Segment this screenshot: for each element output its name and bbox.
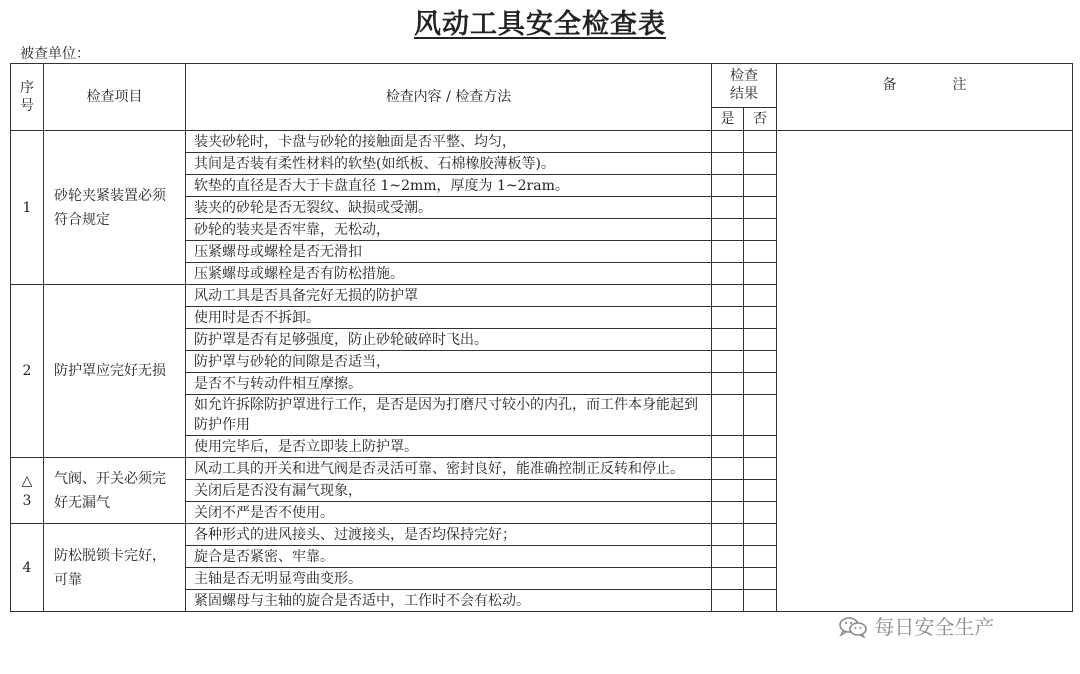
check-content-cell: 使用时是否不拆卸。: [186, 307, 712, 329]
result-no-cell[interactable]: [744, 307, 777, 329]
result-no-cell[interactable]: [744, 480, 777, 502]
result-yes-cell[interactable]: [712, 458, 744, 480]
wechat-icon: [838, 616, 868, 638]
check-content-cell: 是否不与转动件相互摩擦。: [186, 373, 712, 395]
result-no-cell[interactable]: [744, 546, 777, 568]
result-no-cell[interactable]: [744, 395, 777, 436]
check-content-cell: 防护罩与砂轮的间隙是否适当，: [186, 351, 712, 373]
result-no-cell[interactable]: [744, 219, 777, 241]
check-content-cell: 风动工具的开关和进气阀是否灵活可靠、密封良好，能准确控制正反转和停止。: [186, 458, 712, 480]
check-item-cell: 气阀、开关必须完好无漏气: [44, 458, 186, 524]
header-seq: 序 号: [11, 64, 44, 131]
watermark: [838, 611, 994, 640]
result-yes-cell[interactable]: [712, 241, 744, 263]
result-yes-cell[interactable]: [712, 436, 744, 458]
check-content-cell: 如允许拆除防护罩进行工作，是否是因为打磨尺寸较小的内孔，而工件本身能起到防护作用: [186, 395, 712, 436]
check-content-cell: 关闭不严是否不使用。: [186, 502, 712, 524]
result-no-cell[interactable]: [744, 175, 777, 197]
seq-cell: 2: [11, 285, 44, 458]
result-yes-cell[interactable]: [712, 197, 744, 219]
table-row: [11, 131, 1073, 153]
result-no-cell[interactable]: [744, 263, 777, 285]
result-yes-cell[interactable]: [712, 131, 744, 153]
check-content-cell: 砂轮的装夹是否牢靠，无松动，: [186, 219, 712, 241]
result-no-cell[interactable]: [744, 458, 777, 480]
result-no-cell[interactable]: [744, 131, 777, 153]
result-no-cell[interactable]: [744, 590, 777, 612]
result-no-cell[interactable]: [744, 197, 777, 219]
result-yes-cell[interactable]: [712, 524, 744, 546]
check-content-cell: 装夹的砂轮是否无裂纹、缺损或受潮。: [186, 197, 712, 219]
result-no-cell[interactable]: [744, 329, 777, 351]
check-content-cell: 关闭后是否没有漏气现象，: [186, 480, 712, 502]
result-yes-cell[interactable]: [712, 502, 744, 524]
result-no-cell[interactable]: [744, 373, 777, 395]
result-yes-cell[interactable]: [712, 219, 744, 241]
watermark-text: 每日安全生产: [874, 615, 995, 639]
result-yes-cell[interactable]: [712, 329, 744, 351]
result-no-cell[interactable]: [744, 241, 777, 263]
result-yes-cell[interactable]: [712, 480, 744, 502]
result-yes-cell[interactable]: [712, 285, 744, 307]
check-content-cell: 其间是否装有柔性材料的软垫(如纸板、石棉橡胶薄板等)。: [186, 153, 712, 175]
header-notes: 备 注: [777, 64, 1073, 131]
check-item-cell: 防护罩应完好无损: [44, 285, 186, 458]
notes-cell[interactable]: [777, 131, 1073, 612]
check-content-cell: 风动工具是否具备完好无损的防护罩: [186, 285, 712, 307]
result-no-cell[interactable]: [744, 568, 777, 590]
result-no-cell[interactable]: [744, 502, 777, 524]
seq-cell: △ 3: [11, 458, 44, 524]
check-content-cell: 各种形式的进风接头、过渡接头，是否均保持完好；: [186, 524, 712, 546]
result-no-cell[interactable]: [744, 524, 777, 546]
header-content: 检查内容 / 检查方法: [186, 64, 712, 131]
result-no-cell[interactable]: [744, 285, 777, 307]
header-row: [11, 64, 1073, 108]
result-yes-cell[interactable]: [712, 175, 744, 197]
result-yes-cell[interactable]: [712, 263, 744, 285]
check-item-cell: 砂轮夹紧装置必须符合规定: [44, 131, 186, 285]
check-content-cell: 防护罩是否有足够强度，防止砂轮破碎时飞出。: [186, 329, 712, 351]
result-no-cell[interactable]: [744, 153, 777, 175]
check-content-cell: 旋合是否紧密、牢靠。: [186, 546, 712, 568]
result-yes-cell[interactable]: [712, 590, 744, 612]
check-content-cell: 压紧螺母或螺栓是否有防松措施。: [186, 263, 712, 285]
check-content-cell: 装夹砂轮时，卡盘与砂轮的接触面是否平整、均匀，: [186, 131, 712, 153]
page-title: 风动工具安全检查表: [414, 9, 666, 40]
result-no-cell[interactable]: [744, 351, 777, 373]
result-yes-cell[interactable]: [712, 395, 744, 436]
check-content-cell: 使用完毕后，是否立即装上防护罩。: [186, 436, 712, 458]
check-item-cell: 防松脱锁卡完好，可靠: [44, 524, 186, 612]
inspected-unit-label: 被查单位：: [20, 46, 90, 62]
check-content-cell: 紧固螺母与主轴的旋合是否适中，工作时不会有松动。: [186, 590, 712, 612]
inspection-table: [10, 63, 1073, 612]
result-yes-cell[interactable]: [712, 351, 744, 373]
check-content-cell: 压紧螺母或螺栓是否无滑扣: [186, 241, 712, 263]
result-yes-cell[interactable]: [712, 153, 744, 175]
result-no-cell[interactable]: [744, 436, 777, 458]
result-yes-cell[interactable]: [712, 568, 744, 590]
result-yes-cell[interactable]: [712, 307, 744, 329]
header-result: 检查 结果: [712, 64, 777, 108]
header-yes: 是: [712, 107, 744, 130]
result-yes-cell[interactable]: [712, 373, 744, 395]
check-content-cell: 软垫的直径是否大于卡盘直径 1~2mm，厚度为 1~2ram。: [186, 175, 712, 197]
result-yes-cell[interactable]: [712, 546, 744, 568]
seq-cell: 4: [11, 524, 44, 612]
check-content-cell: 主轴是否无明显弯曲变形。: [186, 568, 712, 590]
seq-cell: 1: [11, 131, 44, 285]
header-item: 检查项目: [44, 64, 186, 131]
header-no: 否: [744, 107, 777, 130]
